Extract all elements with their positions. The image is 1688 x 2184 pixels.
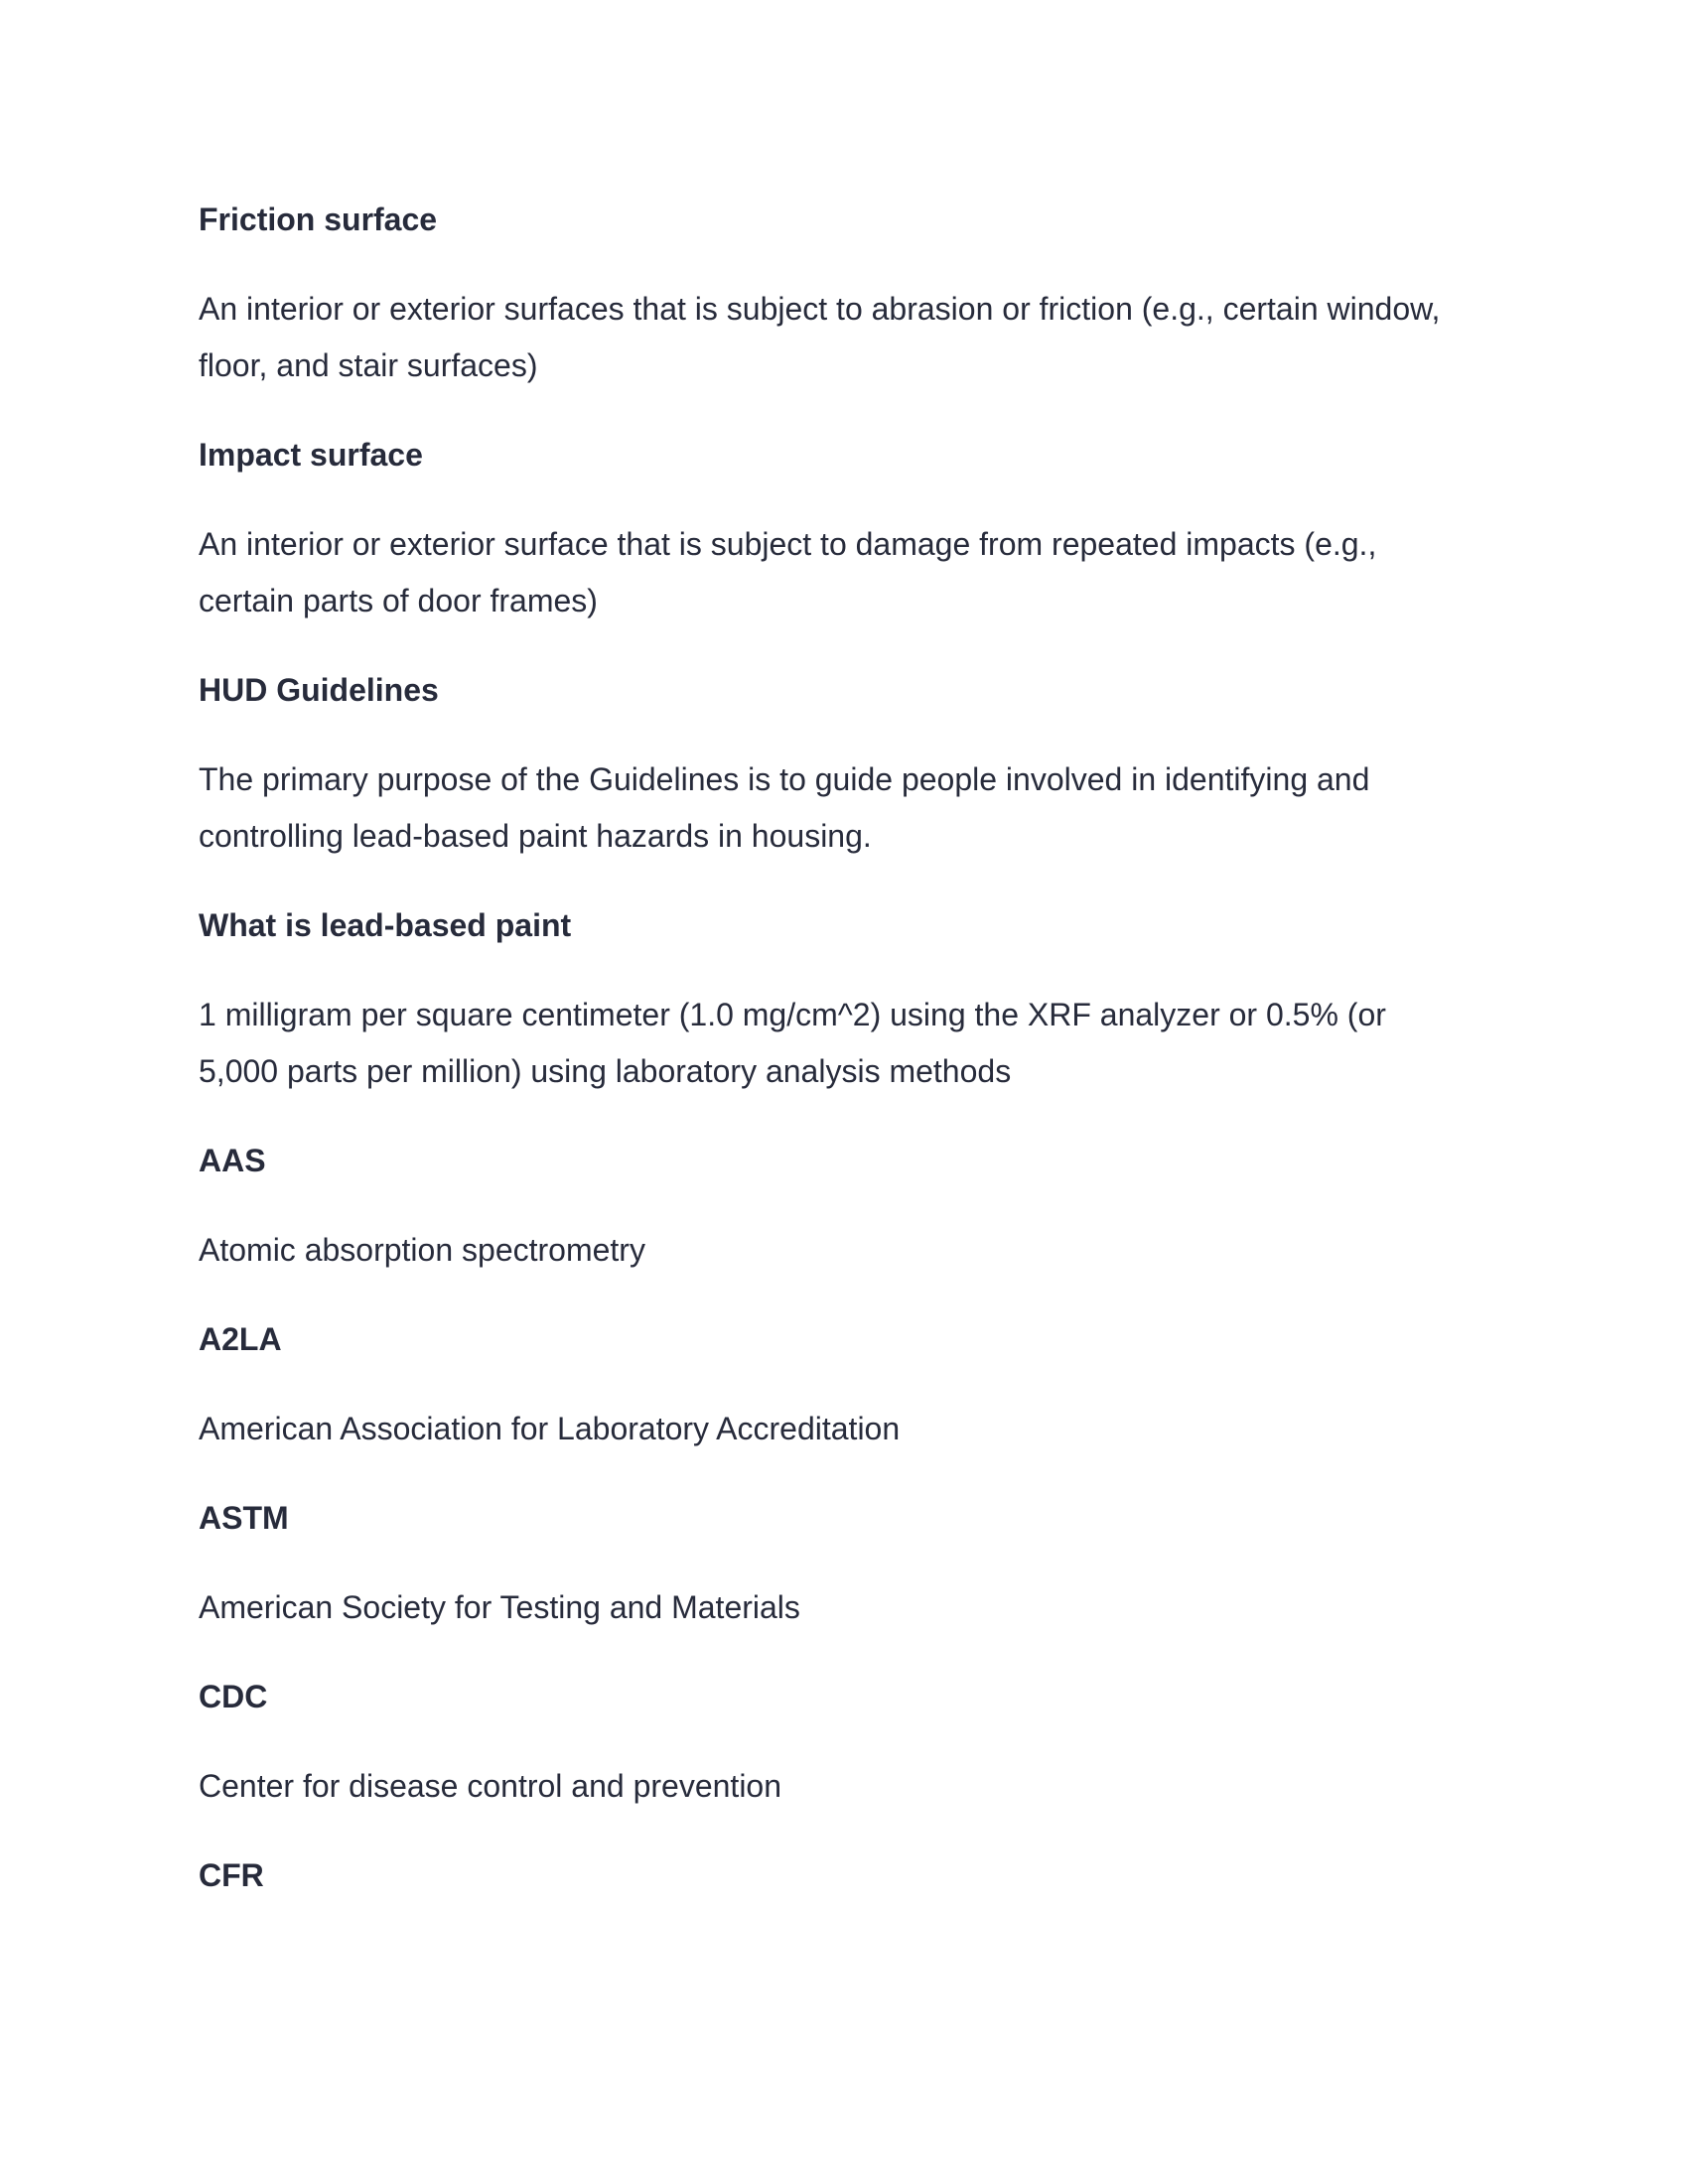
term-definition: An interior or exterior surface that is subject to damage from repeated impacts (e.g., certain parts of door frames) (199, 526, 1377, 618)
term-definition: American Association for Laboratory Accreditation (199, 1411, 901, 1446)
term-heading: Impact surface (199, 437, 423, 473)
term-definition: 1 milligram per square centimeter (1.0 mg/cm^2) using the XRF analyzer or 0.5% (or 5,000 parts per million) using laboratory analysis methods (199, 997, 1386, 1089)
term-heading: AAS (199, 1143, 266, 1178)
term-definition: An interior or exterior surfaces that is subject to abrasion or friction (e.g., certain window, floor, and stair surfaces) (199, 291, 1441, 383)
term-heading: CFR (199, 1857, 264, 1893)
term-heading: HUD Guidelines (199, 672, 439, 708)
glossary-page (199, 192, 1460, 1937)
term-heading: CDC (199, 1679, 268, 1714)
term-heading: ASTM (199, 1500, 289, 1536)
term-heading: What is lead-based paint (199, 907, 572, 943)
term-definition: American Society for Testing and Materials (199, 1589, 800, 1625)
term-definition: Atomic absorption spectrometry (199, 1232, 645, 1268)
term-heading: Friction surface (199, 202, 438, 237)
term-heading: A2LA (199, 1321, 282, 1357)
term-definition: The primary purpose of the Guidelines is to guide people involved in identifying and controlling lead-based paint hazards in housing. (199, 761, 1370, 854)
term-definition: Center for disease control and prevention (199, 1768, 782, 1804)
